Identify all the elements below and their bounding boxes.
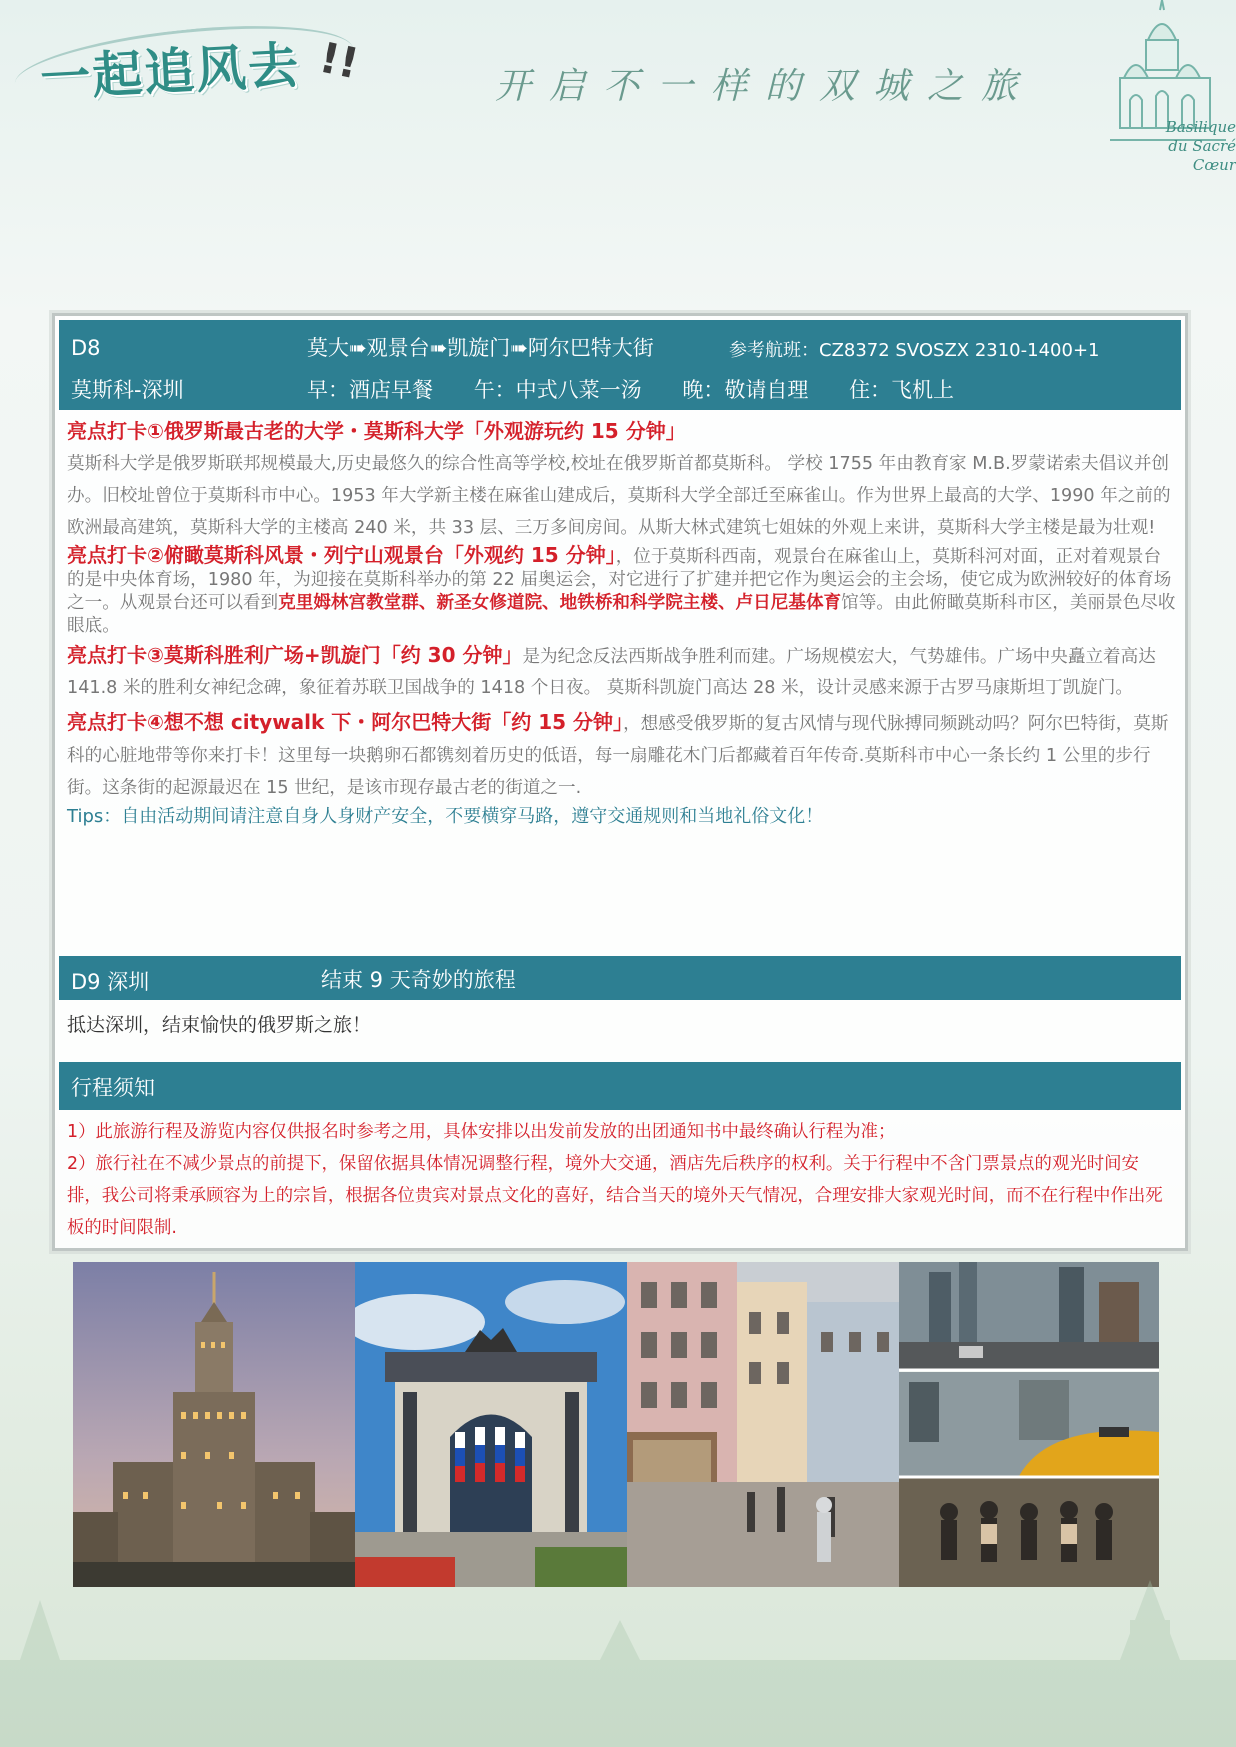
day9-code: D9 深圳 <box>71 970 150 994</box>
spot4 <box>67 706 1177 804</box>
day9-title: 结束 9 天奇妙的旅程 <box>321 968 516 992</box>
church-caption-line2: du Sacré Cœur <box>1168 137 1236 174</box>
spot1-text: 莫斯科大学是俄罗斯联邦规模最大,历史最悠久的综合性高等学校,校址在俄罗斯首都莫斯科。 学校 1755 年由教育家 M.B.罗蒙诺索夫倡议并创办。旧校址曾位于莫斯科市中心。1953 年大学新主楼在麻雀山建成后，莫斯科大学全部迁至麻雀山。作为世界上最高的大学、1990 年之前的欧洲最高建筑，莫斯科大学的主楼高 240 米，共 33 层、三万多间房间。从斯大林式建筑七姐妹的外观上来讲，莫斯科大学主楼是最为壮观! <box>67 454 1171 538</box>
spot2-title: 亮点打卡②俯瞰莫斯科风景・列宁山观景台「外观约 15 分钟」 <box>67 543 616 567</box>
spot4-title: 亮点打卡④想不想 citywalk 下・阿尔巴特大街「约 15 分钟」 <box>67 710 624 734</box>
page-header <box>0 0 1236 174</box>
triumphal-arch-photo <box>355 1262 627 1587</box>
spot1 <box>67 416 1177 448</box>
day8-route <box>307 332 654 362</box>
arbat-street-photo <box>627 1262 899 1587</box>
day8-city: 莫斯科-深圳 <box>71 378 184 402</box>
spot2-highlight: 克里姆林宫教堂群、新圣女修道院、地铁桥和科学院主楼、卢日尼基体育 <box>278 593 842 613</box>
street-collage-photo <box>899 1262 1159 1587</box>
day9-body: 抵达深圳，结束愉快的俄罗斯之旅！ <box>67 1014 372 1036</box>
itinerary-panel <box>52 313 1188 1251</box>
notice-item-2: 2）旅行社在不减少景点的前提下，保留依据具体情况调整行程，境外大交通，酒店先后秩序的权利。关于行程中不含门票景点的观光时间安排，我公司将秉承顾容为上的宗旨，根据各位贵宾对景点文化的喜好，结合当天的境外天气情况，合理安排大家观光时间，而不在行程中作出死板的时间限制. <box>67 1154 1163 1238</box>
day8-header <box>59 320 1181 410</box>
spot2-text-a: ，位于莫斯科西南，观景台在麻雀山上，莫斯科河对面，正对着观景台的是中央体育场，1980 年，为迎接在莫斯科举办的第 22 届奥运会，对它进行了扩建并把它作为奥运会的主会场，使它成为欧洲较好的体育场之一。从观景台还可以看到 <box>67 547 1172 613</box>
notice-body <box>67 1116 1167 1244</box>
brand-logo <box>14 10 374 110</box>
spot4-text: ，想感受俄罗斯的复古风情与现代脉搏同频跳动吗？阿尔巴特街，莫斯科的心脏地带等你来打卡！这里每一块鹅卵石都镌刻着历史的低语，每一扇雕花木门后都藏着百年传奇.莫斯科市中心一条长约 1 公里的步行街。这条街的起源最迟在 15 世纪，是该市现存最古老的街道之一. <box>67 714 1169 798</box>
notice-title: 行程须知 <box>71 1076 155 1100</box>
moscow-university-photo <box>73 1262 355 1587</box>
photo-strip <box>73 1262 1159 1587</box>
church-caption <box>1146 118 1236 175</box>
day9-header <box>59 956 1181 1000</box>
spot2-text-b: 馆等。由此俯瞰莫斯科市区，美丽景色尽收眼底。 <box>67 593 1176 636</box>
day8-flight: 参考航班：CZ8372 SVOSZX 2310-1400+1 <box>729 340 1100 361</box>
spot3-title: 亮点打卡③莫斯科胜利广场+凯旋门「约 30 分钟」 <box>67 643 523 667</box>
meal-stay: 住：飞机上 <box>849 378 955 402</box>
spot1-title: 亮点打卡①俄罗斯最古老的大学・莫斯科大学「外观游玩约 15 分钟」 <box>67 419 686 443</box>
day8-meals <box>307 374 988 404</box>
day8-content <box>67 416 1177 830</box>
logo-text: 一起追风去 <box>38 35 302 108</box>
notice-header <box>59 1062 1181 1110</box>
logo-exclamation: !! <box>315 32 363 89</box>
meal-lunch: 午：中式八菜一汤 <box>473 378 642 402</box>
meal-dinner: 晚：敬请自理 <box>682 378 809 402</box>
spot3 <box>67 640 1177 704</box>
day8-code: D8 <box>71 336 101 360</box>
slogan: 开启不一样的双城之旅 <box>495 66 1036 107</box>
notice-item-1: 1）此旅游行程及游览内容仅供报名时参考之用，具体安排以出发前发放的出团通知书中最终确认行程为准； <box>67 1122 896 1142</box>
day8-route-text: 莫大➠观景台➠凯旋门➠阿尔巴特大街 <box>307 336 654 360</box>
church-caption-line1: Basilique <box>1165 118 1236 136</box>
kremlin-background <box>0 1560 1236 1747</box>
tips: Tips：自由活动期间请注意自身人身财产安全，不要横穿马路，遵守交通规则和当地礼俗文化！ <box>67 806 824 827</box>
meal-breakfast: 早：酒店早餐 <box>307 378 433 402</box>
spot2 <box>67 544 1177 638</box>
spot3-text: 是为纪念反法西斯战争胜利而建。广场规模宏大，气势雄伟。广场中央矗立着高达 141.8 米的胜利女神纪念碑，象征着苏联卫国战争的 1418 个日夜。 莫斯科凯旋门高达 28 米，设计灵感来源于古罗马康斯坦丁凯旋门。 <box>67 647 1156 698</box>
